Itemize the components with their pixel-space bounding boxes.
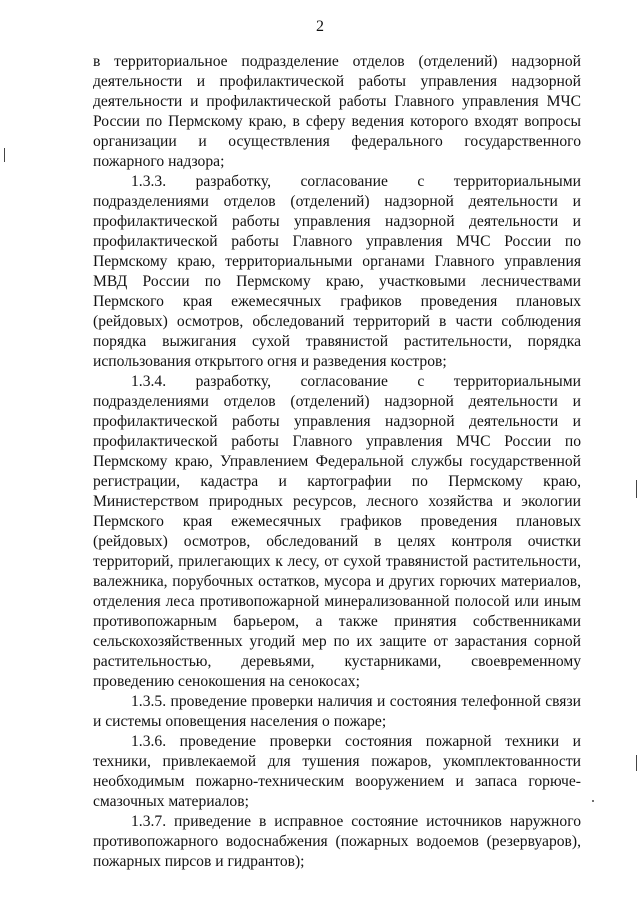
- paragraph-1-3-3: 1.3.3. разработку, согласование с территориальными подразделениями отделов (отделений) надзорной деятельности и профилактической работы управления надзорной деятельности и профилактической работы Главного управления МЧС России по Пермскому краю, территориальными органами Главного управления МВД России по Пермскому краю, участковыми лесничествами Пермского края ежемесячных графиков проведения плановых (рейдовых) осмотров, обследований территорий в части соблюдения порядка выжигания сухой травянистой растительности, порядка использования открытого огня и разведения костров;: [93, 173, 581, 370]
- document-body: [93, 52, 581, 872]
- paragraph-1-3-7: 1.3.7. приведение в исправное состояние источников наружного противопожарного водоснабжения (пожарных водоемов (резервуаров), пожарных пирсов и гидрантов);: [93, 813, 581, 870]
- paragraph-continuation: в территориальное подразделение отделов (отделений) надзорной деятельности и профилактической работы управления надзорной деятельности и профилактической работы Главного управления МЧС России по Пермскому краю, в сферу ведения которого входят вопросы организации и осуществления федерального государственного пожарного надзора;: [93, 53, 581, 170]
- paragraph-1-3-5: 1.3.5. проведение проверки наличия и состояния телефонной связи и системы оповещения населения о пожаре;: [93, 693, 581, 730]
- scan-edge-mark-left: [4, 148, 5, 162]
- paragraph-1-3-4: 1.3.4. разработку, согласование с территориальными подразделениями отделов (отделений) надзорной деятельности и профилактической работы управления надзорной деятельности и профилактической работы Главного управления МЧС России по Пермскому краю, Управлением Федеральной службы государственной регистрации, кадастра и картографии по Пермскому краю, Министерством природных ресурсов, лесного хозяйства и экологии Пермского края ежемесячных графиков проведения плановых (рейдовых) осмотров, обследований в целях контроля очистки территорий, прилегающих к лесу, от сухой травянистой растительности, валежника, порубочных остатков, мусора и других горючих материалов, отделения леса противопожарной минерализованной полосой или иным противопожарным барьером, а также принятия собственниками сельскохозяйственных угодий мер по их защите от зарастания сорной растительностью, деревьями, кустарниками, своевременному проведению сенокошения на сенокосах;: [93, 373, 581, 690]
- paragraph-1-3-6: 1.3.6. проведение проверки состояния пожарной техники и техники, привлекаемой для тушения пожаров, укомплектованности необходимым пожарно-техническим вооружением и запаса горюче-смазочных материалов;: [93, 733, 581, 810]
- scan-edge-mark-right-top: [636, 480, 637, 498]
- page-number: 2: [316, 18, 324, 35]
- scan-speck: [592, 800, 594, 802]
- scan-edge-mark-right-bottom: [636, 755, 637, 771]
